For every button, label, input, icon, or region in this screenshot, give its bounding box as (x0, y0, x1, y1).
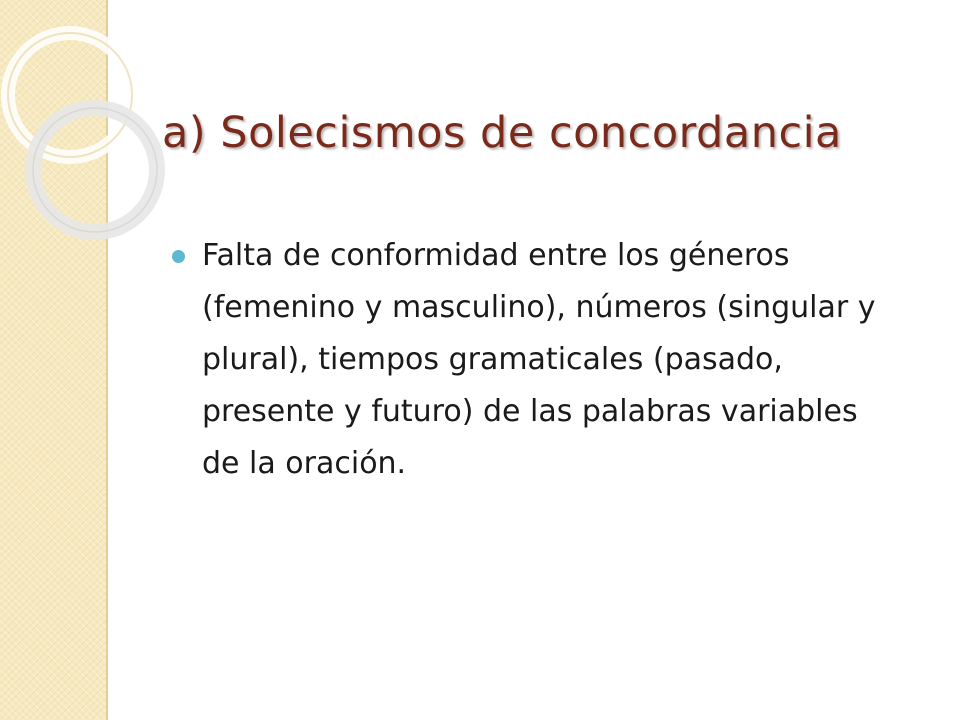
bullet-dot-icon (172, 250, 185, 263)
bullet-text: Falta de conformidad entre los géneros (femenino y masculino), números (singular y plural), tiempos gramaticales (pasado, presente y futuro) de las palabras variables de la oración. (202, 238, 876, 481)
bullet-list (172, 230, 932, 490)
slide-title: a) Solecismos de concordancia (162, 108, 842, 158)
bullet-item (172, 230, 902, 490)
